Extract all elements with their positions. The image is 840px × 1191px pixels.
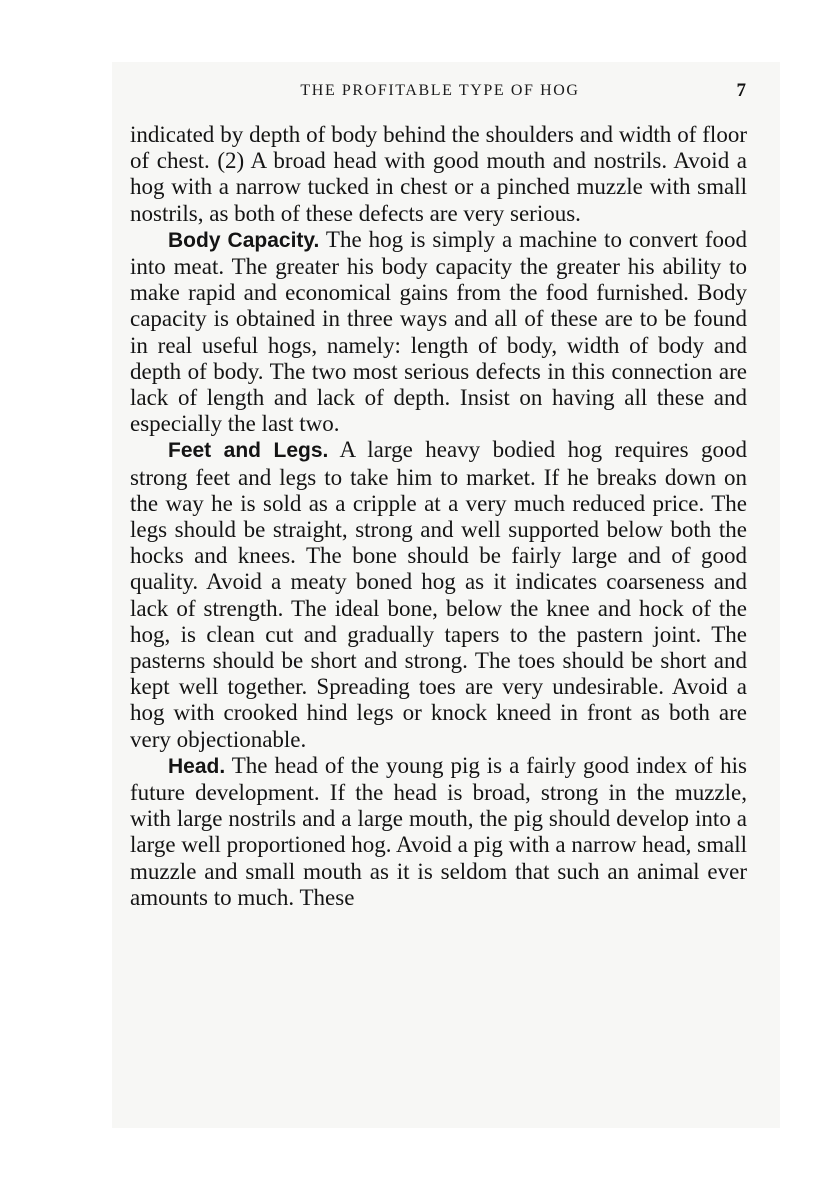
paragraph-head <box>130 753 747 911</box>
section-heading-head: Head. <box>168 754 226 778</box>
section-heading-body-capacity: Body Capacity. <box>168 228 320 252</box>
paragraph-text: indicated by depth of body behind the shoulders and width of floor of chest. (2) A broad head with good mouth and nostrils. Avoid a hog with a narrow tucked in chest or a pinched muzzle with small nostrils, as both of these defects are very serious. <box>130 122 747 226</box>
paragraph-feet-and-legs <box>130 437 747 752</box>
paragraph-continuation <box>130 122 747 227</box>
body-text <box>130 122 747 911</box>
running-head <box>130 82 750 112</box>
running-title: THE PROFITABLE TYPE OF HOG <box>300 82 580 99</box>
page-number: 7 <box>736 80 746 101</box>
paragraph-text: A large heavy bodied hog requires good strong feet and legs to take him to market. If he breaks down on the way he is sold as a cripple at a very much reduced price. The legs should be straight, strong and well supported below both the hocks and knees. The bone should be fairly large and of good quality. Avoid a meaty boned hog as it indicates coarseness and lack of strength. The ideal bone, below the knee and hock of the hog, is clean cut and gradually tapers to the pastern joint. The pasterns should be short and strong. The toes should be short and kept well together. Spreading toes are very undesirable. Avoid a hog with crooked hind legs or knock kneed in front as both are very objectionable. <box>130 437 748 752</box>
paragraph-text: The hog is simply a machine to convert food into meat. The greater his body capacity the greater his ability to make rapid and economical gains from the food furnished. Body capacity is obtained in three ways and all of these are to be found in real useful hogs, namely: length of body, width of body and depth of body. The two most serious defects in this connection are lack of length and lack of depth. Insist on having all these and especially the last two. <box>130 226 747 437</box>
section-heading-feet-and-legs: Feet and Legs. <box>168 439 329 463</box>
paragraph-body-capacity <box>130 227 747 438</box>
paragraph-text: The head of the young pig is a fairly good index of his future development. If the head is broad, strong in the muzzle, with large nostrils and a large mouth, the pig should develop into a large well proportioned hog. Avoid a pig with a narrow head, small muzzle and small mouth as it is seldom that such an animal ever amounts to much. These <box>130 752 747 910</box>
